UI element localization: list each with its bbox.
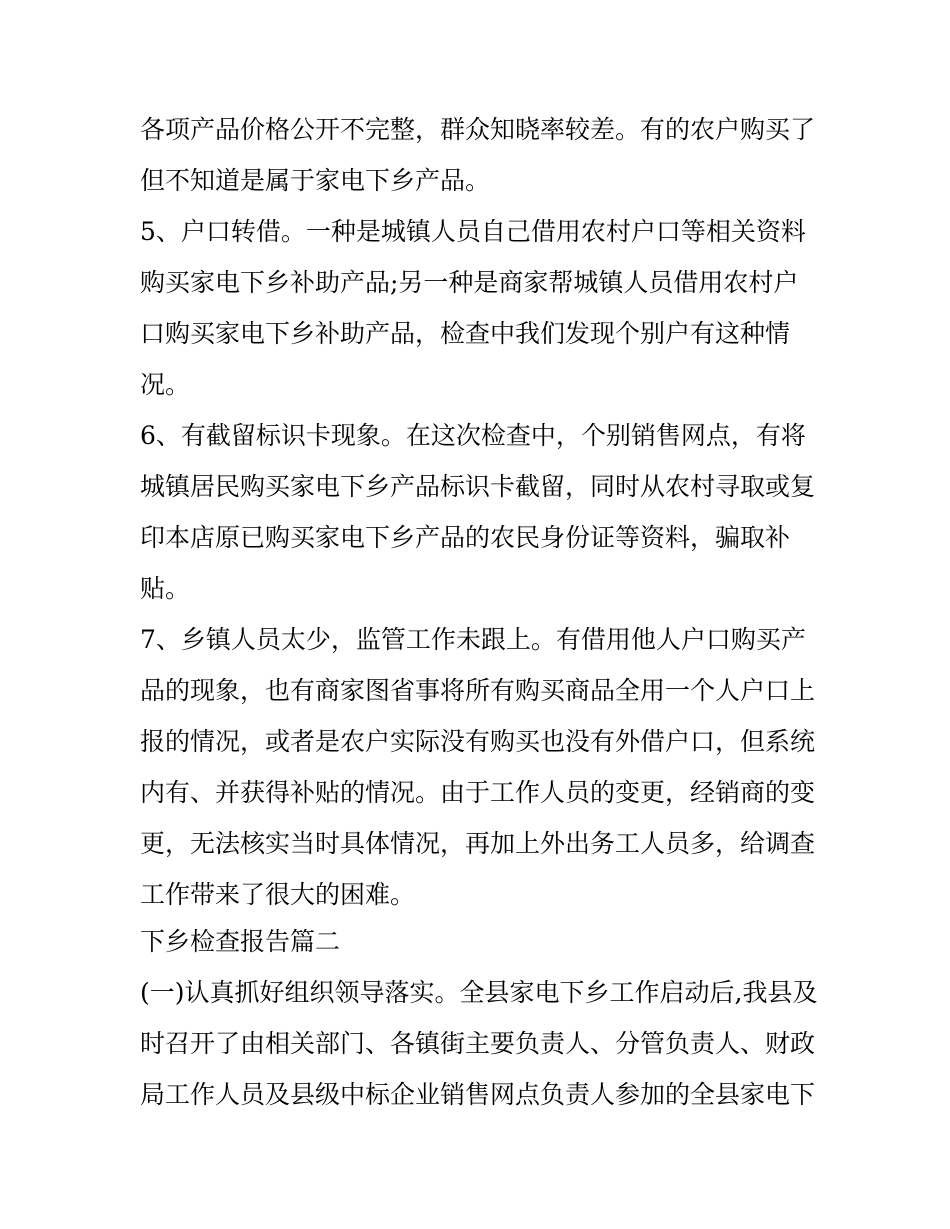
text-line: 贴。	[140, 574, 191, 603]
text-line: 更，无法核实当时具体情况，再加上外出务工人员多，给调查	[140, 829, 816, 858]
text-line: 印本店原已购买家电下乡产品的农民身份证等资料，骗取补	[140, 523, 791, 552]
text-line: 内有、并获得补贴的情况。由于工作人员的变更，经销商的变	[140, 778, 816, 807]
text-line: 购买家电下乡补助产品;另一种是商家帮城镇人员借用农村户	[140, 268, 799, 297]
text-line: 5、户口转借。一种是城镇人员自己借用农村户口等相关资料	[140, 217, 806, 246]
text-line: (一)认真抓好组织领导落实。全县家电下乡工作启动后,我县及	[140, 978, 818, 1007]
text-line: 工作带来了很大的困难。	[140, 880, 416, 909]
section-heading: 下乡检查报告篇二	[140, 927, 341, 956]
text-line: 6、有截留标识卡现象。在这次检查中，个别销售网点，有将	[140, 421, 806, 450]
text-line: 口购买家电下乡补助产品，检查中我们发现个别户有这种情	[140, 319, 791, 348]
text-line: 各项产品价格公开不完整，群众知晓率较差。有的农户购买了	[140, 115, 816, 144]
text-line: 报的情况，或者是农户实际没有购买也没有外借户口，但系统	[140, 727, 816, 756]
text-line: 品的现象，也有商家图省事将所有购买商品全用一个人户口上	[140, 676, 816, 705]
text-line: 局工作人员及县级中标企业销售网点负责人参加的全县家电下	[140, 1080, 816, 1109]
text-line: 时召开了由相关部门、各镇街主要负责人、分管负责人、财政	[140, 1029, 816, 1058]
text-line: 城镇居民购买家电下乡产品标识卡截留，同时从农村寻取或复	[140, 472, 816, 501]
text-line: 况。	[140, 370, 191, 399]
text-line: 7、乡镇人员太少，监管工作未跟上。有借用他人户口购买产	[140, 625, 806, 654]
text-line: 但不知道是属于家电下乡产品。	[140, 166, 491, 195]
